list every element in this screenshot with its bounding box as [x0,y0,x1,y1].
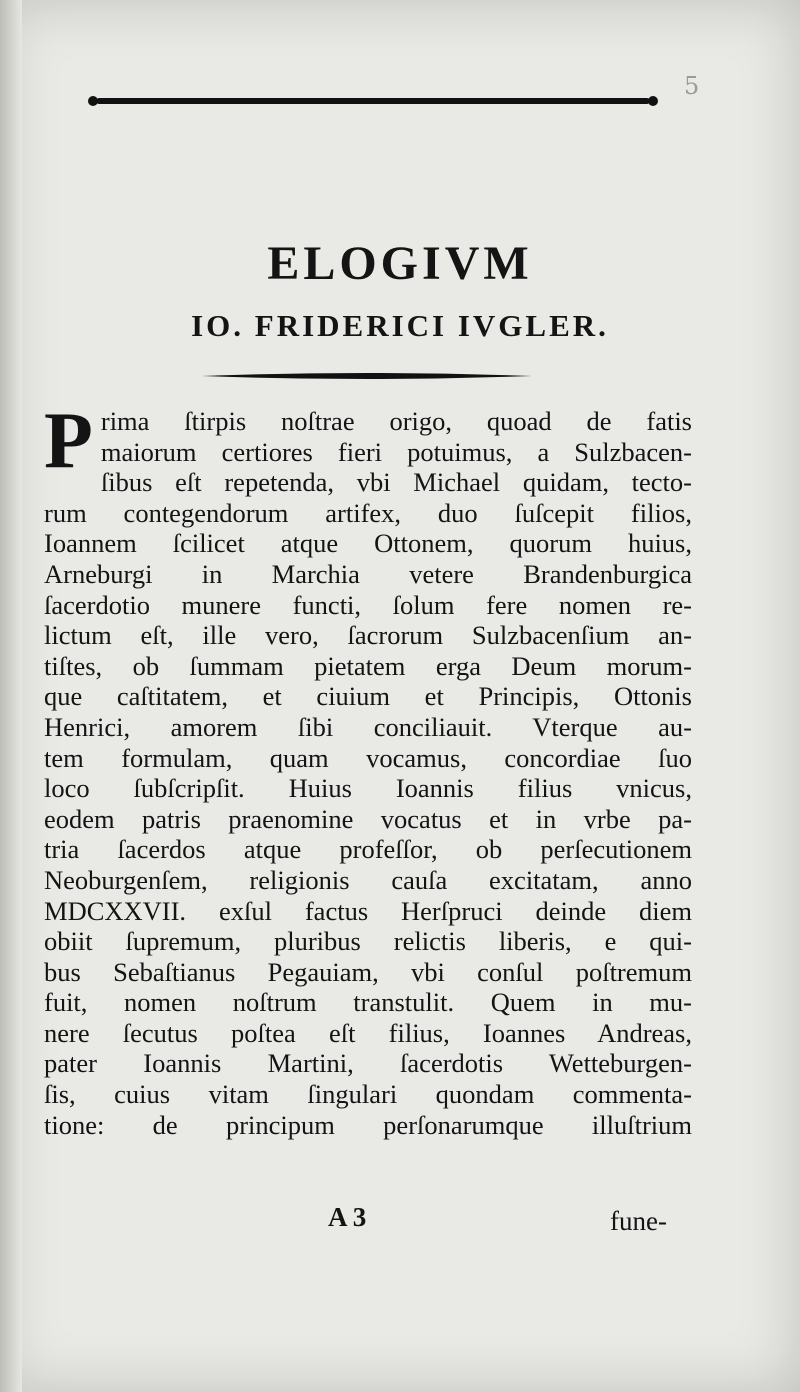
text-line: lictum eſt, ille vero, ſacrorum Sulzbacenſium an- [44,620,692,651]
text-line: Neoburgenſem, religionis cauſa excitatam, anno [44,864,692,895]
text-line: tiſtes, ob ſummam pietatem erga Deum morum- [44,650,692,681]
text-line: Arneburgi in Marchia vetere Brandenburgica [44,558,692,589]
text-line: ſacerdotio munere functi, ſolum fere nomen re- [44,589,692,620]
text-line: nere ſecutus poſtea eſt filius, Ioannes Andreas, [44,1017,692,1048]
text-line: rima ſtirpis noſtrae origo, quoad de fatis [100,406,692,436]
signature-mark: A 3 [328,1202,367,1232]
text-line: maiorum certiores fieri potuimus, a Sulzbacen- [100,436,692,467]
text-line: eodem patris praenomine vocatus et in vrbe pa- [44,803,692,834]
page-gutter [0,0,22,1392]
text-line: bus Sebaſtianus Pegauiam, vbi conſul poſtremum [44,956,692,987]
text-line: tione: de principum perſonarumque illuſtrium [44,1109,692,1140]
text-line: tria ſacerdos atque profeſſor, ob perſecutionem [44,834,692,865]
page-title: ELOGIVM [267,237,533,290]
page-subtitle: IO. FRIDERICI IVGLER. [191,308,609,343]
text-line: obiit ſupremum, pluribus relictis liberis, e qui- [44,926,692,957]
text-line: ſis, cuius vitam ſingulari quondam commenta- [44,1079,692,1110]
text-line: Henrici, amorem ſibi conciliauit. Vterque au- [44,711,692,742]
text-line: fuit, nomen noſtrum transtulit. Quem in mu- [44,987,692,1018]
text-line: tem formulam, quam vocamus, concordiae ſuo [44,742,692,773]
page-footer [0,1202,800,1242]
text-line: MDCXXVII. exſul factus Herſpruci deinde diem [44,895,692,926]
text-line: ſibus eſt repetenda, vbi Michael quidam, tecto- [100,467,692,498]
elogium-body-text [44,397,692,1140]
catchword: fune- [610,1206,667,1236]
text-line: Ioannem ſcilicet atque Ottonem, quorum huius, [44,528,692,559]
text-line: loco ſubſcripſit. Huius Ioannis filius vnicus, [44,773,692,804]
text-line: rum contegendorum artifex, duo ſuſcepit filios, [44,497,692,528]
folio-number: 5 [684,72,700,100]
text-line: pater Ioannis Martini, ſacerdotis Wetteburgen- [44,1048,692,1079]
tapered-divider [202,372,532,380]
text-line: que caſtitatem, et ciuium et Principis, Ottonis [44,681,692,712]
top-ornament-rule [88,96,658,106]
drop-capital: P [44,397,93,485]
